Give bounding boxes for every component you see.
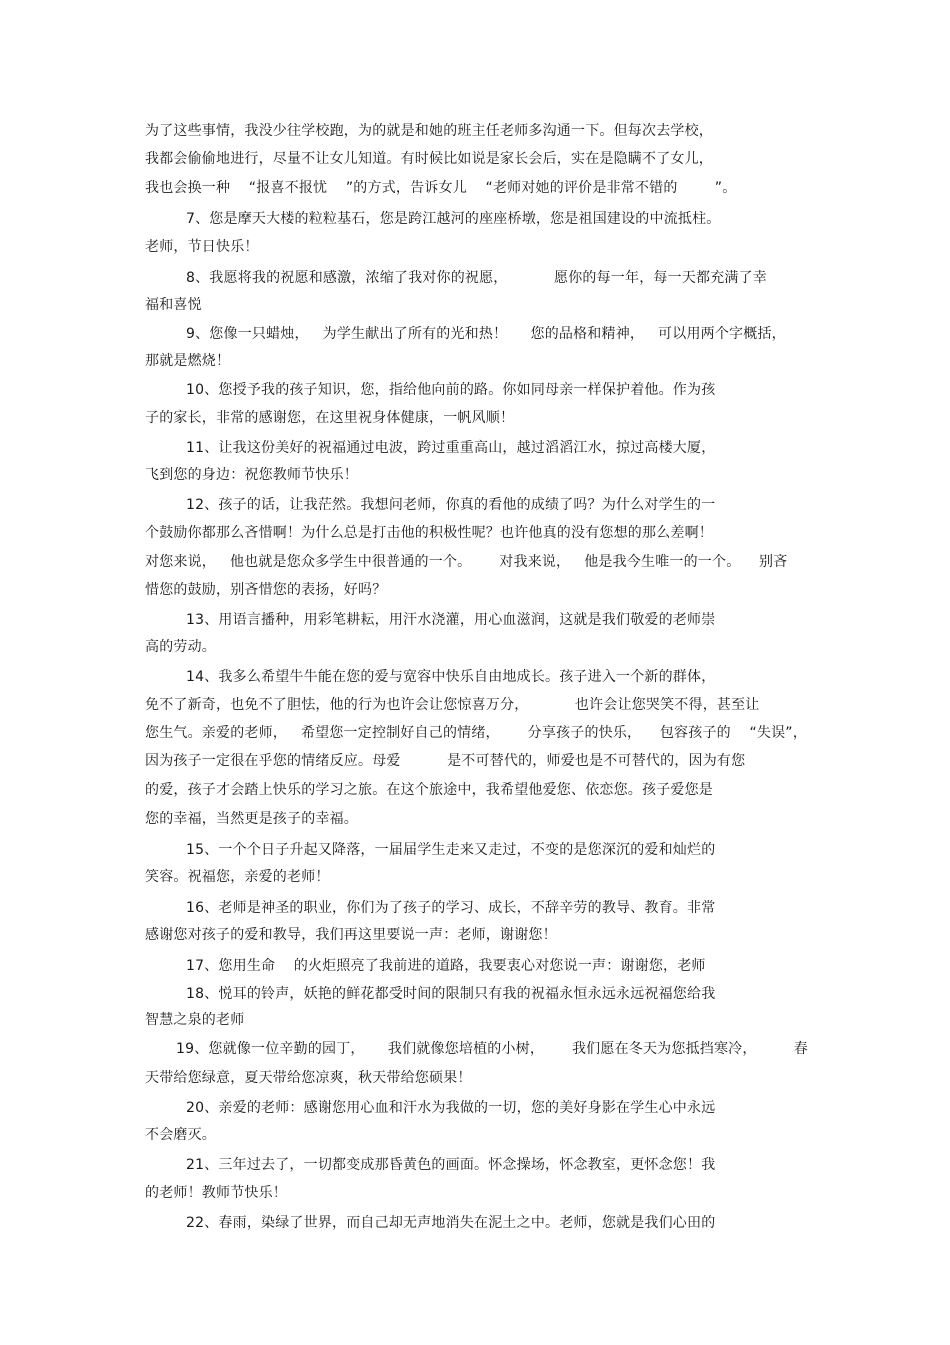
text-line: 14、我多么希望牛牛能在您的爱与宽容中快乐自由地成长。孩子进入一个新的群体， bbox=[186, 669, 716, 685]
text-line: 的爱，孩子才会踏上快乐的学习之旅。在这个旅途中，我希望他爱您、依恋您。孩子爱您是 bbox=[145, 782, 713, 798]
text-line: 15、一个个日子升起又降落，一届届学生走来又走过，不变的是您深沉的爱和灿烂的 bbox=[186, 842, 716, 858]
text-line: 那就是燃烧！ bbox=[145, 353, 231, 369]
text-line: 16、老师是神圣的职业，你们为了孩子的学习、成长，不辞辛劳的教导、教育。非常 bbox=[186, 900, 716, 916]
text-line: 对您来说， 他也就是您众多学生中很普通的一个。 对我来说， 他是我今生唯一的一个。 别吝 bbox=[145, 554, 788, 570]
text-line: 不会磨灭。 bbox=[145, 1127, 216, 1143]
text-line: 13、用语言播种，用彩笔耕耘，用汗水浇灌，用心血滋润，这就是我们敬爱的老师崇 bbox=[186, 612, 716, 628]
text-line: 我都会偷偷地进行，尽量不让女儿知道。有时候比如说是家长会后，实在是隐瞒不了女儿， bbox=[145, 151, 713, 167]
text-line: 12、孩子的话，让我茫然。我想问老师，你真的看他的成绩了吗？为什么对学生的一 bbox=[186, 497, 716, 513]
text-line: 20、亲爱的老师：感谢您用心血和汗水为我做的一切，您的美好身影在学生心中永远 bbox=[186, 1100, 716, 1116]
text-line: 您生气。亲爱的老师， 希望您一定控制好自己的情绪， 分享孩子的快乐， 包容孩子的 “失误”， bbox=[145, 725, 807, 741]
text-line: 7、您是摩天大楼的粒粒基石，您是跨江越河的座座桥墩，您是祖国建设的中流抵柱。 bbox=[186, 211, 721, 227]
text-line: 9、您像一只蜡烛， 为学生献出了所有的光和热！ 您的品格和精神， 可以用两个字概括， bbox=[186, 326, 786, 342]
text-line: 老师，节日快乐！ bbox=[145, 239, 259, 255]
text-line: 智慧之泉的老师 bbox=[145, 1012, 245, 1028]
text-line: 笑容。祝福您，亲爱的老师！ bbox=[145, 869, 330, 885]
text-line: 子的家长，非常的感谢您，在这里祝身体健康，一帆风顺！ bbox=[145, 410, 515, 426]
text-line: 22、春雨，染绿了世界，而自己却无声地消失在泥土之中。老师，您就是我们心田的 bbox=[186, 1215, 716, 1231]
text-line: 的老师！教师节快乐！ bbox=[145, 1185, 287, 1201]
text-line: 免不了新奇，也免不了胆怯，他的行为也许会让您惊喜万分， 也许会让您哭笑不得，甚至让 bbox=[145, 697, 760, 713]
text-line: 您的幸福，当然更是孩子的幸福。 bbox=[145, 811, 358, 827]
text-line: 福和喜悦 bbox=[145, 297, 202, 313]
text-line: 我也会换一种 “报喜不报忧 ”的方式，告诉女儿 “老师对她的评价是非常不错的 ”。 bbox=[145, 180, 737, 196]
text-line: 飞到您的身边：祝您教师节快乐！ bbox=[145, 467, 358, 483]
text-line: 惜您的鼓励，别吝惜您的表扬，好吗？ bbox=[145, 582, 387, 598]
text-line: 天带给您绿意，夏天带给您凉爽，秋天带给您硕果！ bbox=[145, 1070, 472, 1086]
text-line: 18、悦耳的铃声，妖艳的鲜花都受时间的限制只有我的祝福永恒永远永远祝福您给我 bbox=[186, 986, 716, 1002]
text-line: 因为孩子一定很在乎您的情绪反应。母爱 是不可替代的，师爱也是不可替代的，因为有您 bbox=[145, 753, 746, 769]
text-line: 感谢您对孩子的爱和教导，我们再这里要说一声：老师，谢谢您！ bbox=[145, 927, 557, 943]
text-line: 19、您就像一位辛勤的园丁， 我们就像您培植的小树， 我们愿在冬天为您抵挡寒冷， 春 bbox=[176, 1041, 808, 1057]
text-line: 17、您用生命 的火炬照亮了我前进的道路，我要衷心对您说一声：谢谢您，老师 bbox=[186, 958, 706, 974]
text-line: 为了这些事情，我没少往学校跑，为的就是和她的班主任老师多沟通一下。但每次去学校， bbox=[145, 123, 713, 139]
text-line: 21、三年过去了，一切都变成那昏黄色的画面。怀念操场，怀念教室，更怀念您！我 bbox=[186, 1157, 716, 1173]
text-line: 11、让我这份美好的祝福通过电波，跨过重重高山，越过滔滔江水，掠过高楼大厦， bbox=[186, 440, 716, 456]
text-line: 8、我愿将我的祝愿和感激，浓缩了我对你的祝愿， 愿你的每一年，每一天都充满了幸 bbox=[186, 270, 768, 286]
text-line: 个鼓励你都那么吝惜啊！为什么总是打击他的积极性呢？也许他真的没有您想的那么差啊！ bbox=[145, 525, 713, 541]
text-line: 高的劳动。 bbox=[145, 639, 216, 655]
text-line: 10、您授予我的孩子知识，您，指给他向前的路。你如同母亲一样保护着他。作为孩 bbox=[186, 382, 716, 398]
